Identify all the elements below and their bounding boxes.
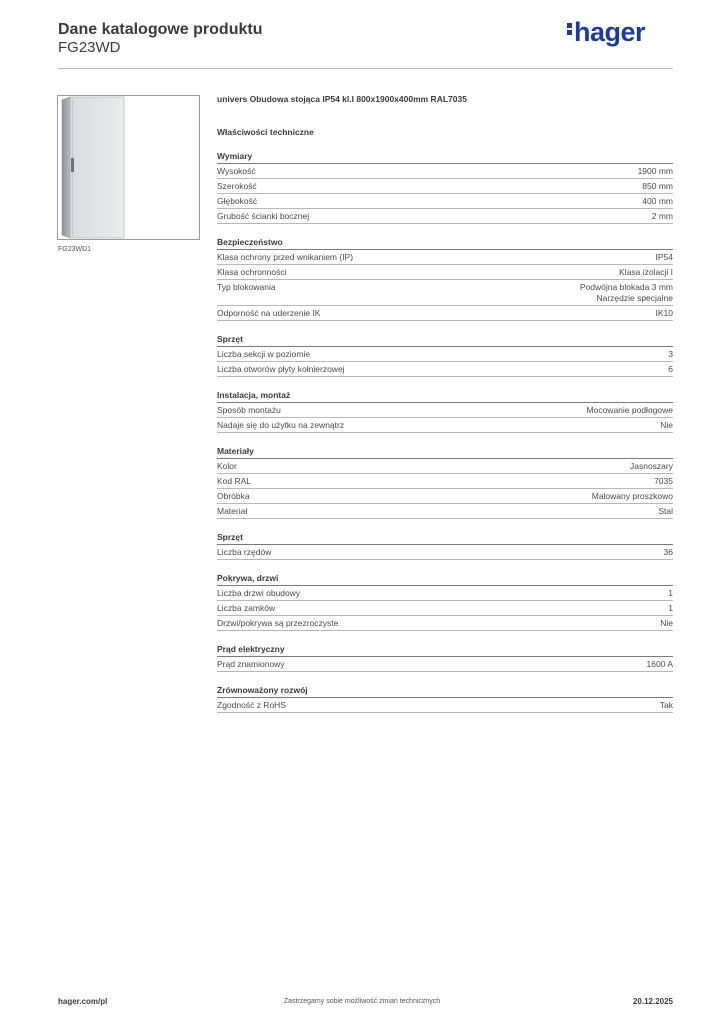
spec-row [217,698,673,713]
spec-value-line: 1 [668,588,673,598]
section-title: Pokrywa, drzwi [217,573,673,586]
spec-label: Grubość ścianki bocznej [217,211,310,221]
spec-value [652,211,673,222]
spec-label: Szerokość [217,181,257,191]
spec-value [668,349,673,360]
spec-row [217,474,673,489]
spec-row [217,164,673,179]
spec-label: Drzwi/pokrywa są przezroczyste [217,618,339,628]
spec-value [668,364,673,375]
spec-row [217,306,673,321]
logo-text: hager [574,17,646,47]
spec-value-line: 850 mm [642,181,673,191]
section-title: Materiały [217,446,673,459]
spec-value [668,588,673,599]
product-code: FG23WD [58,39,121,56]
spec-value [619,267,673,278]
spec-value [630,461,673,472]
spec-label: Liczba drzwi obudowy [217,588,301,598]
spec-value-line: Jasnoszary [630,461,673,471]
spec-row [217,657,673,672]
footer-date: 20.12.2025 [632,997,673,1006]
spec-section [217,334,673,377]
spec-value-line: IK10 [655,308,673,318]
spec-row [217,601,673,616]
spec-label: Kolor [217,461,237,471]
spec-value [587,405,673,416]
spec-label: Typ blokowania [217,282,276,292]
technical-properties-heading: Właściwości techniczne [217,127,314,137]
section-title: Sprzęt [217,334,673,347]
spec-value [642,181,673,192]
spec-value-line: Podwójna blokada 3 mm [579,282,673,292]
page-title: Dane katalogowe produktu [58,21,263,38]
spec-value-line: 400 mm [642,196,673,206]
spec-value [592,491,673,502]
footer-disclaimer: Zastrzegamy sobie możliwość zmian technicznych [283,998,441,1005]
spec-section [217,237,673,321]
spec-row [217,280,673,306]
spec-value-line: IP54 [655,252,673,262]
spec-label: Liczba sekcji w poziomie [217,349,311,359]
spec-label: Nadaje się do użytku na zewnątrz [217,420,345,430]
spec-label: Klasa ochrony przed wnikaniem (IP) [217,252,354,262]
spec-value-line: 2 mm [651,211,673,221]
spec-row [217,616,673,631]
spec-value [668,603,673,614]
product-image-frame [57,95,200,240]
spec-label: Liczba zamków [217,603,276,613]
spec-label: Obróbka [217,491,250,501]
spec-value-line: 1900 mm [637,166,673,176]
spec-value [660,700,673,711]
section-title: Bezpieczeństwo [217,237,673,250]
spec-row [217,250,673,265]
header-divider [58,68,673,69]
spec-value [656,252,674,263]
spec-value-line: Nie [660,618,673,628]
spec-label: Sposób montażu [217,405,281,415]
spec-label: Odporność na uderzenie IK [217,308,321,318]
spec-value [638,166,673,177]
spec-row [217,347,673,362]
spec-value [642,196,673,207]
hager-logo [567,17,645,48]
spec-label: Wysokość [217,166,256,176]
spec-row [217,265,673,280]
spec-row [217,179,673,194]
spec-row [217,545,673,560]
spec-row [217,489,673,504]
section-title: Instalacja, montaż [217,390,673,403]
spec-section [217,390,673,433]
logo-dots-icon [567,21,572,37]
spec-value-line: 3 [668,349,673,359]
spec-value-line: 7035 [654,476,673,486]
spec-value [647,659,673,670]
spec-section [217,151,673,224]
spec-row [217,418,673,433]
spec-value [658,506,673,517]
section-title: Wymiary [217,151,673,164]
spec-row [217,459,673,474]
spec-row [217,194,673,209]
cabinet-enclosure-image [58,96,199,239]
footer-website: hager.com/pl [58,997,108,1006]
spec-value-line: Nie [660,420,673,430]
spec-label: Klasa ochronności [217,267,287,277]
spec-value-line: 36 [663,547,673,557]
spec-label: Materiał [217,506,248,516]
product-details [217,94,673,726]
image-caption: FG23WD1 [58,246,92,253]
spec-section [217,685,673,713]
spec-sections [217,151,673,713]
spec-section [217,644,673,672]
spec-row [217,586,673,601]
spec-label: Zgodność z RoHS [217,700,286,710]
spec-row [217,403,673,418]
spec-value-line: Stal [658,506,673,516]
spec-value [656,308,674,319]
section-title: Sprzęt [217,532,673,545]
spec-value [664,547,673,558]
spec-section [217,532,673,560]
spec-row [217,362,673,377]
spec-value-line: Tak [659,700,673,710]
section-title: Zrównoważony rozwój [217,685,673,698]
spec-value-line: Klasa izolacji I [619,267,673,277]
spec-value-line: Mocowanie podłogowe [586,405,673,415]
spec-row [217,209,673,224]
spec-value-line: 1 [668,603,673,613]
spec-section [217,446,673,519]
spec-section [217,573,673,631]
spec-value [654,476,673,487]
spec-value [580,282,673,304]
spec-label: Liczba rzędów [217,547,272,557]
spec-label: Głębokość [217,196,258,206]
spec-value-line: Narzędzie specjalne [596,293,673,303]
spec-value-line: Malowany proszkowo [591,491,673,501]
spec-label: Kod RAL [217,476,252,486]
spec-label: Liczba otworów płyty kołnierzowej [217,364,345,374]
spec-value-line: 1600 A [646,659,673,669]
spec-value [660,420,673,431]
spec-value-line: 6 [668,364,673,374]
spec-row [217,504,673,519]
section-title: Prąd elektryczny [217,644,673,657]
spec-value [660,618,673,629]
product-description: univers Obudowa stojąca IP54 kl.I 800x1900x400mm RAL7035 [217,94,467,104]
spec-label: Prąd znamionowy [217,659,285,669]
